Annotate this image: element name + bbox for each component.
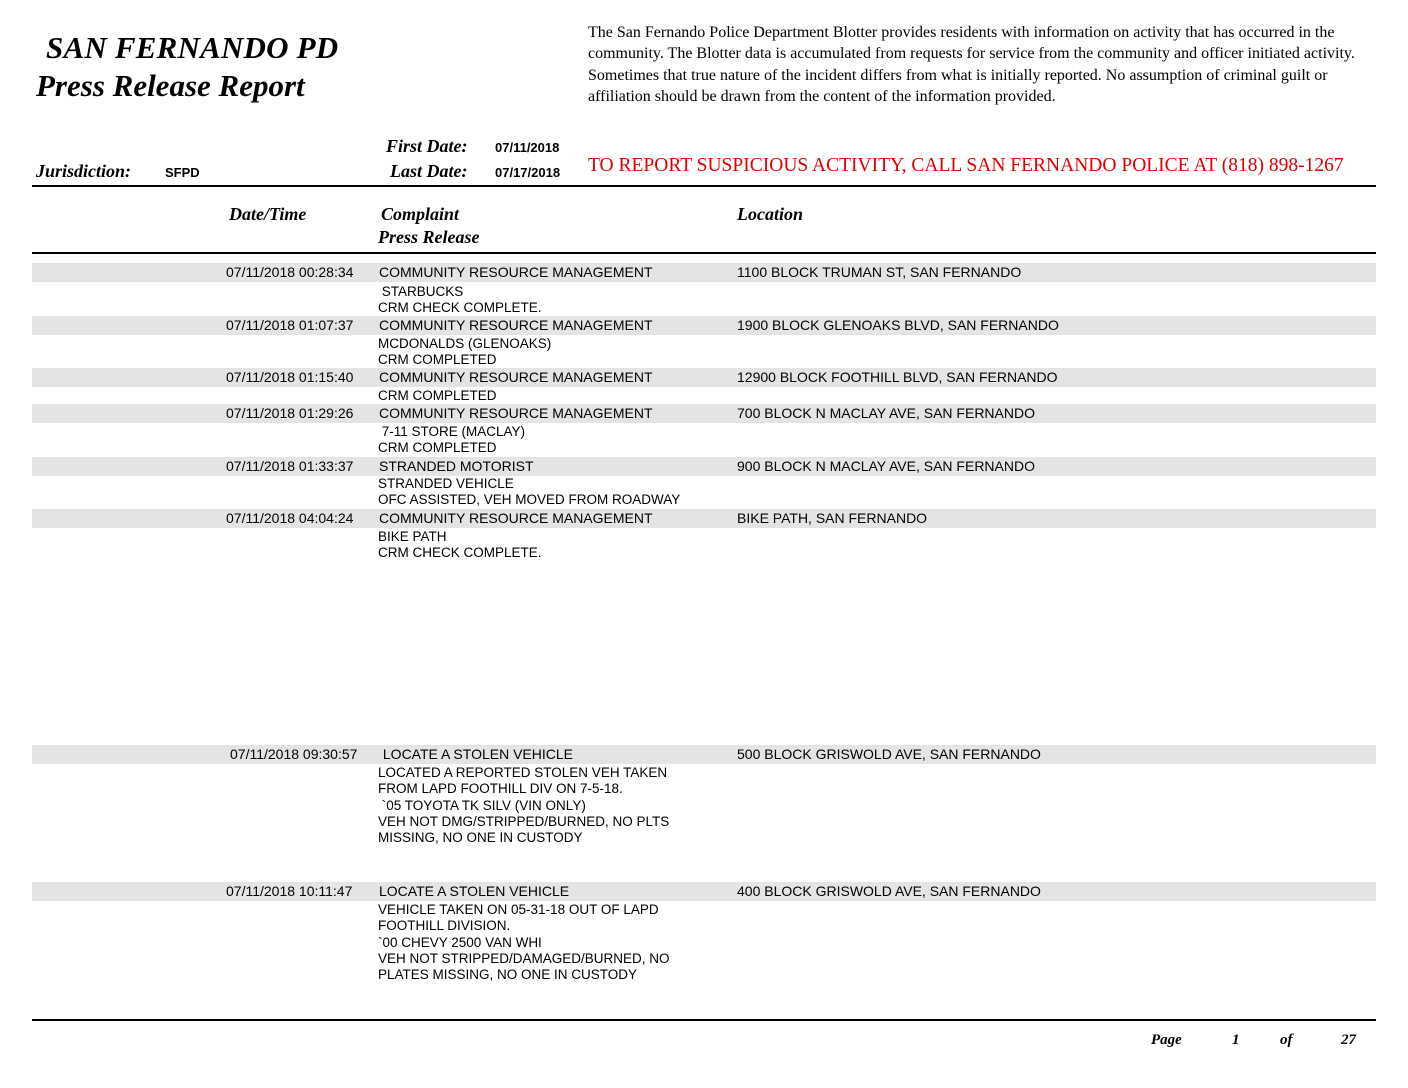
first-date-value: 07/11/2018: [495, 140, 560, 155]
record-datetime: 07/11/2018 10:11:47: [226, 883, 353, 899]
record-datetime: 07/11/2018 00:28:34: [226, 264, 354, 280]
record-complaint: LOCATE A STOLEN VEHICLE: [379, 883, 570, 899]
agency-name: SAN FERNANDO PD: [46, 30, 339, 65]
record-press-release: VEHICLE TAKEN ON 05-31-18 OUT OF LAPD FOOTHILL DIVISION. `00 CHEVY 2500 VAN WHI VEH NOT STRIPPED/DAMAGED/BURNED, NO PLATES MISSING, NO ONE IN CUSTODY: [378, 902, 670, 983]
record-press-release: BIKE PATH CRM CHECK COMPLETE.: [378, 529, 542, 561]
column-header-divider: [32, 252, 1376, 254]
record-complaint: COMMUNITY RESOURCE MANAGEMENT: [379, 264, 653, 280]
record-datetime: 07/11/2018 01:33:37: [226, 458, 354, 474]
suspicious-activity-warning: TO REPORT SUSPICIOUS ACTIVITY, CALL SAN FERNANDO POLICE AT (818) 898-1267: [588, 155, 1344, 176]
record-press-release: CRM COMPLETED: [378, 388, 497, 403]
column-header-location: Location: [737, 204, 803, 224]
record-complaint: LOCATE A STOLEN VEHICLE: [379, 746, 573, 762]
header-divider: [32, 185, 1376, 187]
record-location: 1100 BLOCK TRUMAN ST, SAN FERNANDO: [737, 264, 1022, 280]
record-datetime: 07/11/2018 01:07:37: [226, 317, 354, 333]
record-complaint: COMMUNITY RESOURCE MANAGEMENT: [379, 317, 653, 333]
first-date-label: First Date:: [386, 136, 468, 156]
jurisdiction-label: Jurisdiction:: [36, 161, 132, 181]
page-label: Page: [1151, 1032, 1182, 1048]
record-location: 500 BLOCK GRISWOLD AVE, SAN FERNANDO: [737, 746, 1041, 762]
record-complaint: COMMUNITY RESOURCE MANAGEMENT: [379, 369, 653, 385]
record-datetime: 07/11/2018 04:04:24: [226, 510, 354, 526]
intro-text: The San Fernando Police Department Blotter provides residents with information on activity that has occurred in the community. The Blotter data is accumulated from requests for service from the community and officer initiated activity. Sometimes that true nature of the incident differs from what is initially reported. No assumption of criminal guilt or affiliation should be drawn from the content of the information provided.: [588, 24, 1355, 105]
column-header-complaint: Complaint: [381, 204, 460, 224]
last-date-value: 07/17/2018: [495, 165, 561, 180]
of-label: of: [1280, 1032, 1293, 1048]
record-location: 400 BLOCK GRISWOLD AVE, SAN FERNANDO: [737, 883, 1041, 899]
report-title: Press Release Report: [36, 68, 305, 103]
record-datetime: 07/11/2018 01:29:26: [226, 405, 354, 421]
total-pages: 27: [1341, 1032, 1356, 1048]
record-press-release: 7-11 STORE (MACLAY) CRM COMPLETED: [378, 424, 526, 456]
record-datetime: 07/11/2018 01:15:40: [226, 369, 354, 385]
record-datetime: 07/11/2018 09:30:57: [230, 746, 358, 762]
record-press-release: MCDONALDS (GLENOAKS) CRM COMPLETED: [378, 336, 552, 368]
record-complaint: COMMUNITY RESOURCE MANAGEMENT: [379, 510, 653, 526]
column-header-press-release: Press Release: [378, 227, 480, 247]
record-location: BIKE PATH, SAN FERNANDO: [737, 510, 928, 526]
record-location: 1900 BLOCK GLENOAKS BLVD, SAN FERNANDO: [737, 317, 1059, 333]
column-header-datetime: Date/Time: [229, 204, 307, 224]
record-press-release: STARBUCKS CRM CHECK COMPLETE.: [378, 284, 542, 316]
record-complaint: STRANDED MOTORIST: [379, 458, 534, 474]
jurisdiction-value: SFPD: [165, 165, 200, 180]
last-date-label: Last Date:: [390, 161, 468, 181]
record-location: 900 BLOCK N MACLAY AVE, SAN FERNANDO: [737, 458, 1035, 474]
record-location: 12900 BLOCK FOOTHILL BLVD, SAN FERNANDO: [737, 369, 1058, 385]
record-press-release: LOCATED A REPORTED STOLEN VEH TAKEN FROM LAPD FOOTHILL DIV ON 7-5-18. `05 TOYOTA TK SILV (VIN ONLY) VEH NOT DMG/STRIPPED/BURNED, NO PLTS MISSING, NO ONE IN CUSTODY: [378, 765, 670, 846]
record-location: 700 BLOCK N MACLAY AVE, SAN FERNANDO: [737, 405, 1035, 421]
record-press-release: STRANDED VEHICLE OFC ASSISTED, VEH MOVED FROM ROADWAY: [378, 476, 681, 508]
footer-divider: [32, 1019, 1376, 1021]
page-number: 1: [1232, 1032, 1240, 1048]
record-complaint: COMMUNITY RESOURCE MANAGEMENT: [379, 405, 653, 421]
